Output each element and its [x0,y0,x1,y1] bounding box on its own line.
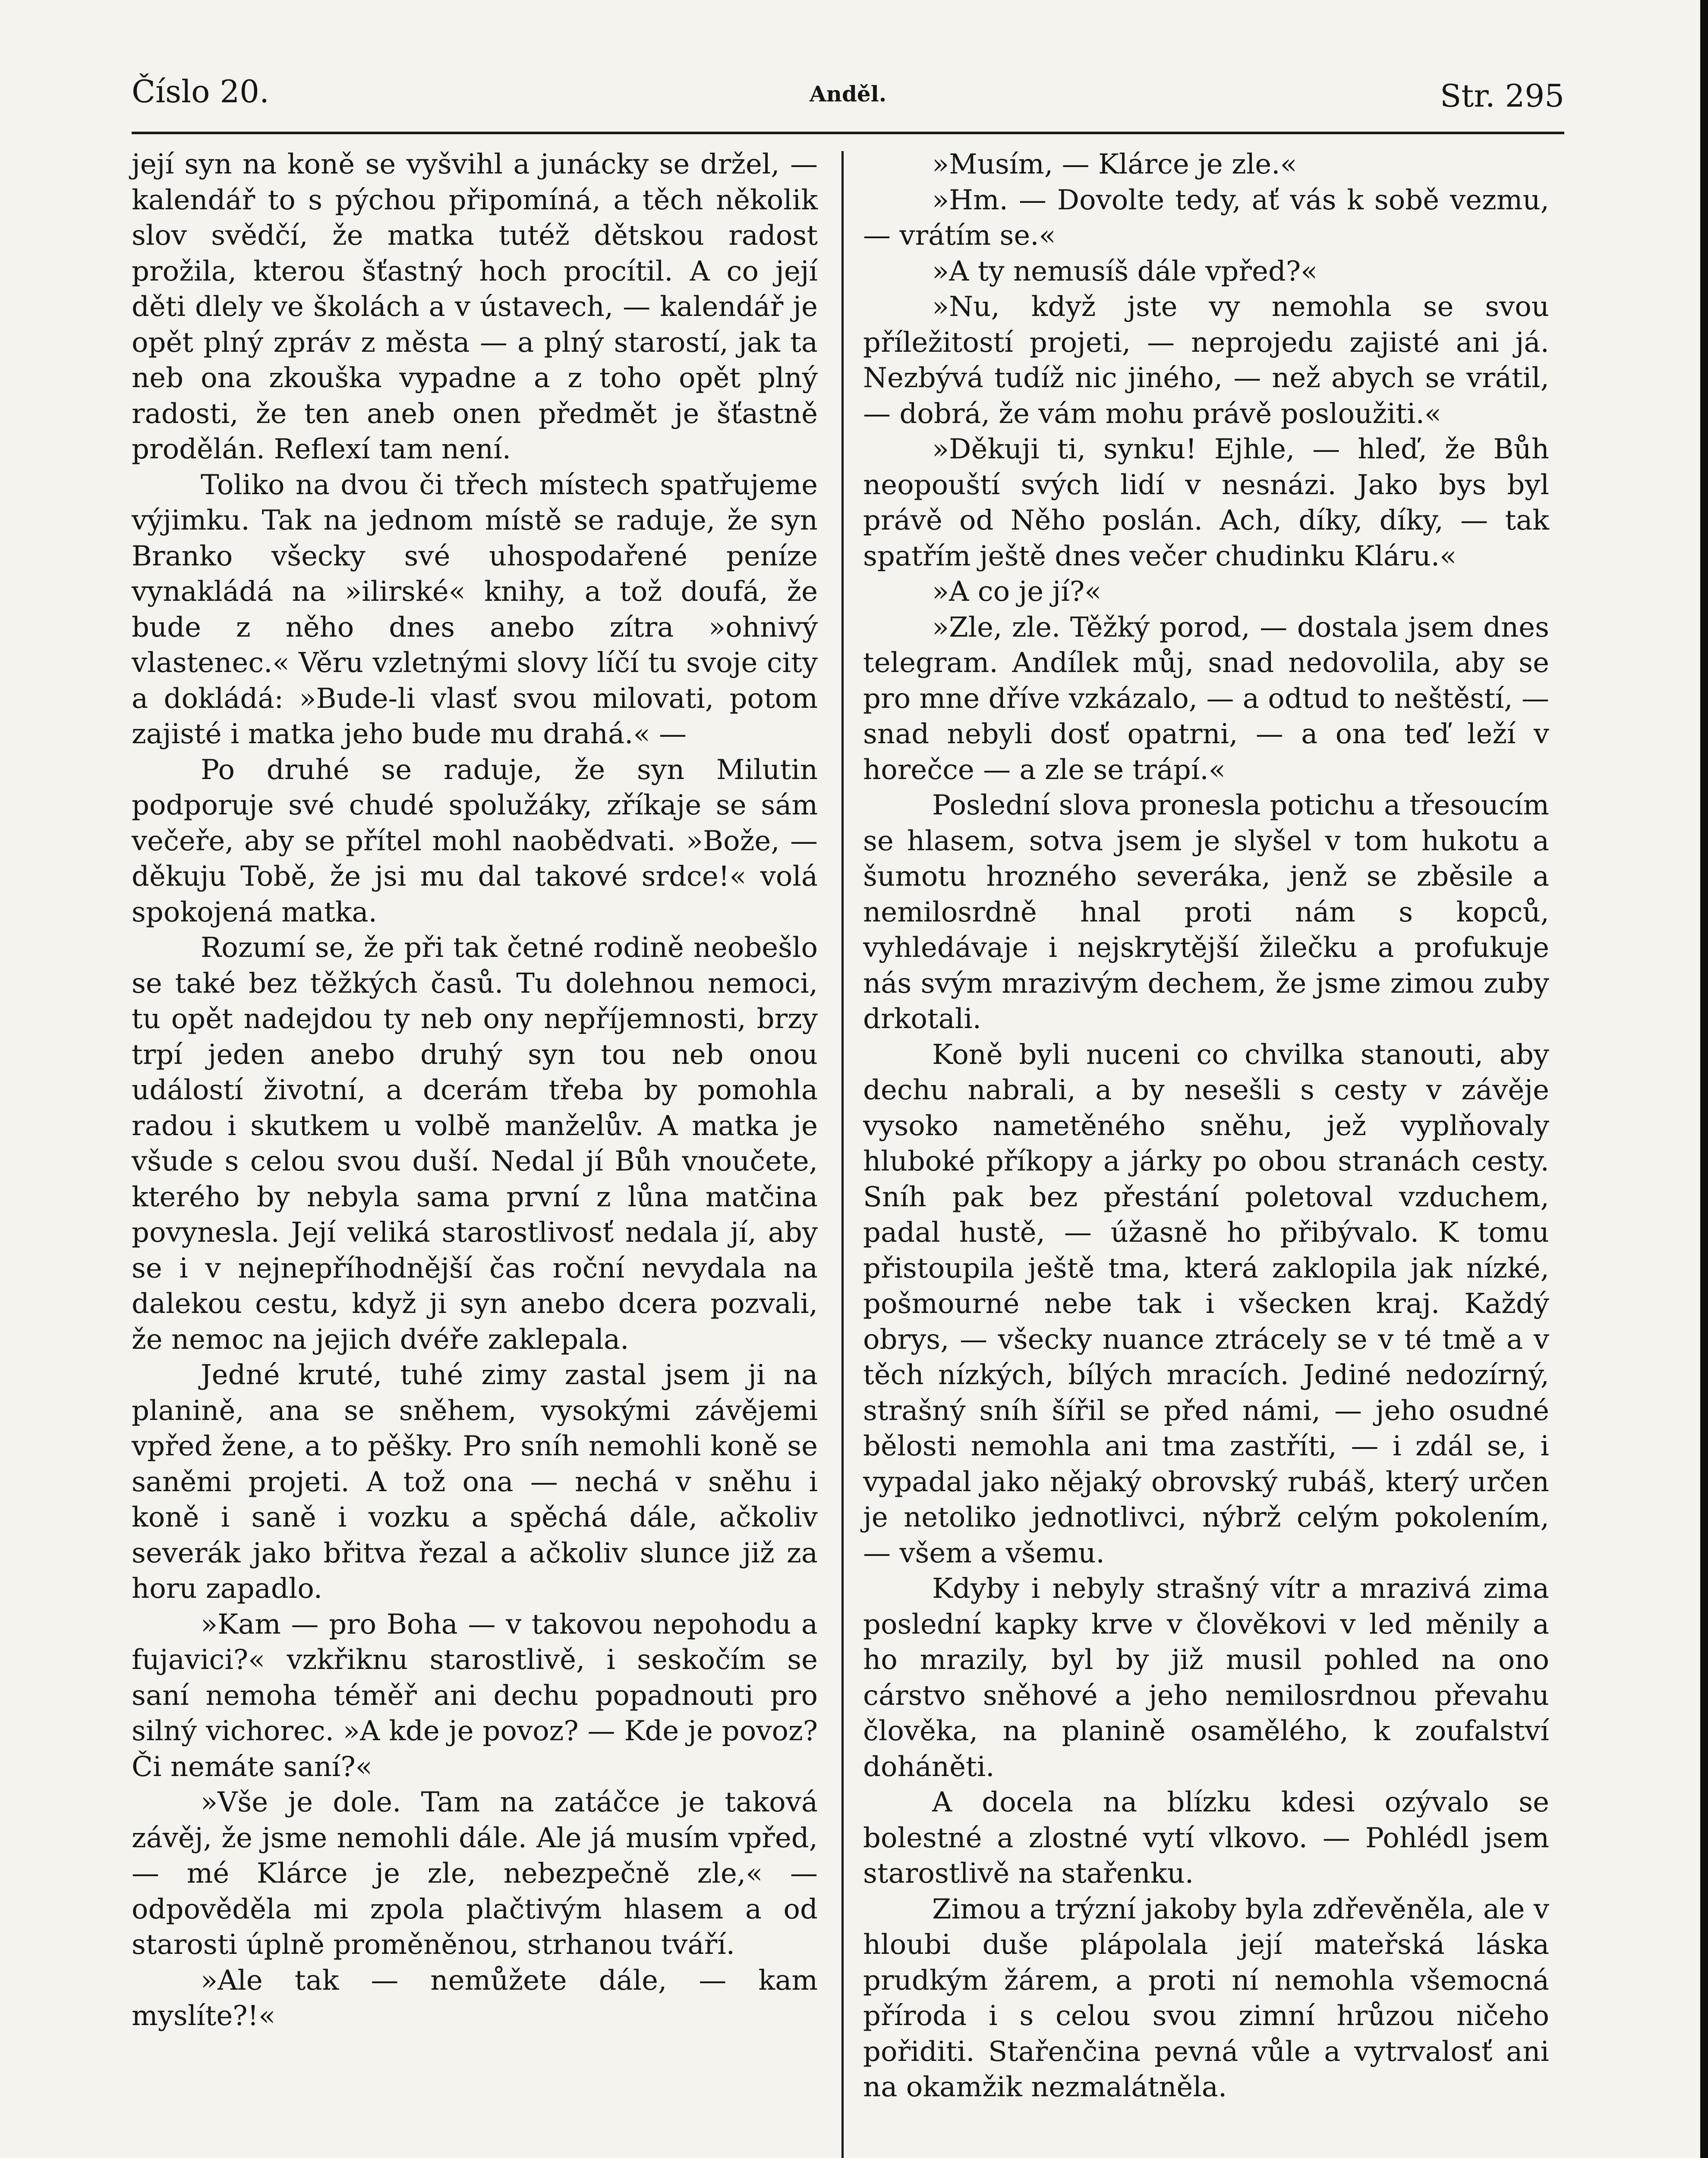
left-column [132,147,818,2034]
paragraph: »Nu, když jste vy nemohla se svou příležitostí projeti, — neprojedu zajisté ani já. Nezbývá tudíž nic jiného, — než abych se vrátil, — dobrá, že vám mohu právě posloužiti.« [863,291,1549,430]
paragraph: »A co je jí?« [932,576,1102,608]
paragraph: Kdyby i nebyly strašný vítr a mrazivá zima poslední kapky krve v člověkovi v led měnily a ho mrazily, byl by již musil pohled na ono cárstvo sněhové a jeho nemilosrdnou převahu člověka, na planině osamělého, k zoufalství doháněti. [863,1573,1549,1783]
paragraph: »Děkuji ti, synku! Ejhle, — hleď, že Bůh neopouští svých lidí v nesnázi. Jako bys byl právě od Něho poslán. Ach, díky, díky, — tak spatřím ještě dnes večer chudinku Kláru.« [863,433,1549,572]
column-divider [841,151,844,2158]
magazine-title: Anděl. [809,81,887,107]
paragraph: »Vše je dole. Tam na zatáčce je taková závěj, že jsme nemohli dále. Ale já musím vpřed, — mé Klárce je zle, nebezpečně zle,« — odpověděla mi zpola plačtivým hlasem a od starosti úplně proměněnou, strhanou tváří. [132,1786,818,1961]
paragraph: její syn na koně se vyšvihl a junácky se držel, — kalendář to s pýchou připomíná, a těch několik slov svědčí, že matka tutéž dětskou radost prožila, kterou šťastný hoch procítil. A co její děti dlely ve školách a v ústavech, — kalendář je opět plný zpráv z města — a plný starostí, jak ta neb ona zkouška vypadne a z toho opět plný radosti, že ten aneb onen předmět je šťastně prodělán. Reflexí tam není. [132,148,818,465]
paragraph: Koně byli nuceni co chvilka stanouti, aby dechu nabrali, a by nesešli s cesty v závěje vysoko nametěného sněhu, jež vyplňovaly hluboké příkopy a járky po obou stranách cesty. Sníh pak bez přestání poletoval vzduchem, padal hustě, — úžasně ho přibývalo. K tomu přistoupila ještě tma, která zaklopila jak nízké, pošmourné nebe tak i všecken kraj. Každý obrys, — všecky nuance ztrácely se v té tmě a v těch nízkých, bílých mracích. Jediné nedozírný, strašný sníh šířil se před námi, — jeho osudné bělosti nemohla ani tma zastříti, — i zdál se, i vypadal jako nějaký obrovský rubáš, který určen je netoliko jednotlivci, nýbrž celým pokolením, — všem a všemu. [863,1038,1549,1569]
paragraph: »A ty nemusíš dále vpřed?« [932,255,1318,287]
right-column [863,147,1549,2105]
paragraph: »Kam — pro Boha — v takovou nepohodu a fujavici?« vzkřiknu starostlivě, i seskočím se saní nemoha téměř ani dechu popadnouti pro silný vichorec. »A kde je povoz? — Kde je povoz? Či nemáte saní?« [132,1608,818,1783]
paragraph: »Musím, — Klárce je zle.« [932,148,1297,180]
paragraph: »Hm. — Dovolte tedy, ať vás k sobě vezmu, — vrátím se.« [863,184,1549,252]
paragraph: Zimou a trýzní jakoby byla zdřevěněla, ale v hloubi duše plápolala její mateřská láska prudkým žárem, a proti ní nemohla všemocná příroda i s celou svou zimní hrůzou ničeho pořiditi. Stařenčina pevná vůle a vytrvalosť ani na okamžik nezmalátněla. [863,1893,1549,2103]
running-header [132,65,1564,125]
paragraph: »Ale tak — nemůžete dále, — kam myslíte?!« [132,1964,818,2032]
issue-number: Číslo 20. [132,73,269,110]
paragraph: Rozumí se, že při tak četné rodině neobešlo se také bez těžkých časů. Tu dolehnou nemoci, tu opět nadejdou ty neb ony nepříjemnosti, brzy trpí jeden anebo druhý syn tou neb onou událostí životní, a dcerám třeba by pomohla radou i skutkem u volbě manželův. A matka je všude s celou svou duší. Nedal jí Bůh vnoučete, kterého by nebyla sama první z lůna matčina povynesla. Její veliká starostlivosť nedala jí, aby se i v nejnepříhodnější čas roční nevydala na dalekou cestu, když ji syn anebo dcera pozvali, že nemoc na jejich dvéře zaklepala. [132,932,818,1356]
page-number: Str. 295 [1440,78,1564,114]
header-rule [132,132,1564,134]
paragraph: »Zle, zle. Těžký porod, — dostala jsem dnes telegram. Andílek můj, snad nedovolila, aby se pro mne dříve vzkázalo, — a odtud to neštěstí, — snad nebyli dosť opatrni, — a ona teď leží v horečce — a zle se trápí.« [863,611,1549,786]
paragraph: Poslední slova pronesla potichu a třesoucím se hlasem, sotva jsem je slyšel v tom hukotu a šumotu hrozného severáka, jenž se zběsile a nemilosrdně hnal proti nám s kopců, vyhledávaje i nejskrytější žilečku a profukuje nás svým mrazivým dechem, že jsme zimou zuby drkotali. [863,789,1549,1035]
paragraph: Po druhé se raduje, že syn Milutin podporuje své chudé spolužáky, zříkaje se sám večeře, aby se přítel mohl naobědvati. »Bože, — děkuju Tobě, že jsi mu dal takové srdce!« volá spokojená matka. [132,754,818,928]
paragraph: A docela na blízku kdesi ozývalo se bolestné a zlostné vytí vlkovo. — Pohlédl jsem starostlivě na stařenku. [863,1786,1549,1890]
paragraph: Toliko na dvou či třech místech spatřujeme výjimku. Tak na jednom místě se raduje, že syn Branko všecky své uhospodařené peníze vynakládá na »ilirské« knihy, a tož doufá, že bude z něho dnes anebo zítra »ohnivý vlastenec.« Věru vzletnými slovy líčí tu svoje city a dokládá: »Bude-li vlasť svou milovati, potom zajisté i matka jeho bude mu drahá.« — [132,469,818,750]
paragraph: Jedné kruté, tuhé zimy zastal jsem ji na planině, ana se sněhem, vysokými závějemi vpřed žene, a to pěšky. Pro sníh nemohli koně se saněmi projeti. A tož ona — nechá v sněhu i koně i saně i vozku a spěchá dále, ačkoliv severák jako břitva řezal a ačkoliv slunce již za horu zapadlo. [132,1359,818,1605]
